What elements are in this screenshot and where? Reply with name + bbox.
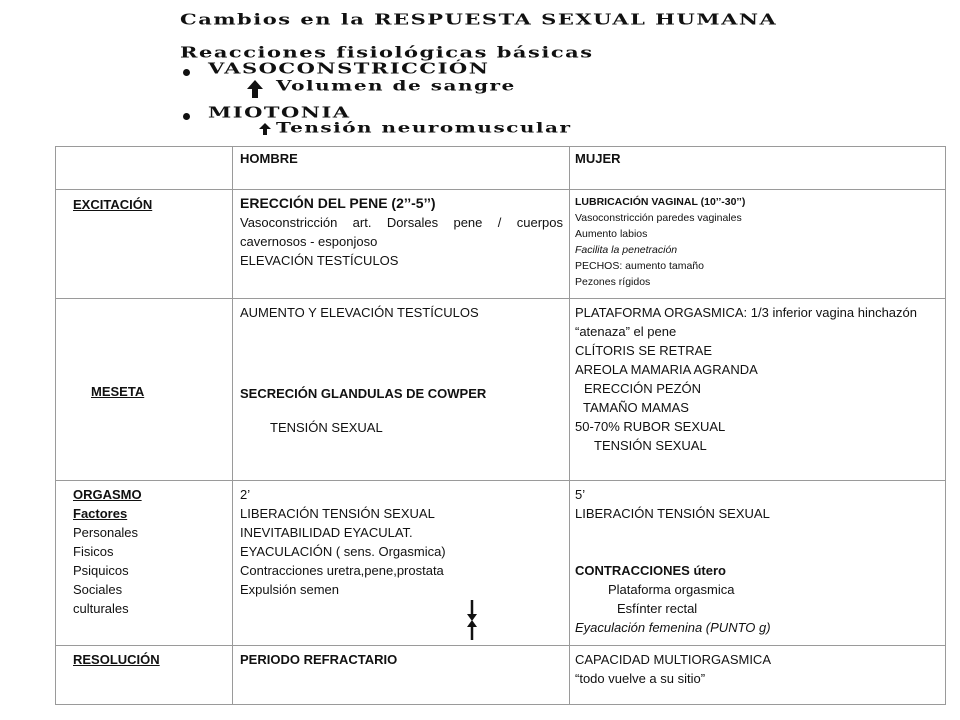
- bullet-vasoconstriccion: VASOCONSTRICCIÓN: [208, 59, 490, 77]
- table-row: [56, 481, 946, 646]
- stage-cell: [56, 481, 233, 646]
- hombre-cell: [233, 646, 570, 705]
- mujer-resolucion-line: CAPACIDAD MULTIORGASMICA: [575, 652, 771, 667]
- hombre-orgasmo-line: Expulsión semen: [240, 582, 339, 597]
- response-table: [55, 146, 946, 705]
- bullet-dot-icon: [183, 69, 190, 76]
- mujer-meseta-line: TENSIÓN SEXUAL: [594, 438, 707, 453]
- mujer-excitacion-line: Facilita la penetración: [575, 244, 678, 256]
- column-header-hombre: HOMBRE: [240, 151, 298, 166]
- hombre-meseta-line: SECRECIÓN GLANDULAS DE COWPER: [240, 386, 487, 401]
- mujer-orgasmo-line: Plataforma orgasmica: [608, 582, 735, 597]
- page-title: Cambios en la RESPUESTA SEXUAL HUMANA: [180, 10, 778, 28]
- stage-label-orgasmo: ORGASMO: [73, 487, 142, 502]
- factor-item: Psiquicos: [73, 563, 129, 578]
- factor-item: Personales: [73, 525, 139, 540]
- hombre-resolucion-line: PERIODO REFRACTARIO: [240, 652, 398, 667]
- hombre-orgasmo-line: INEVITABILIDAD EYACULAT.: [240, 525, 413, 540]
- table-row: [56, 190, 946, 299]
- arrow-down-up-icon: [467, 600, 477, 640]
- mujer-meseta-line: 50-70% RUBOR SEXUAL: [575, 419, 726, 434]
- arrow-up-icon: [258, 122, 272, 136]
- factor-item: culturales: [73, 601, 129, 616]
- mujer-orgasmo-line: CONTRACCIONES útero: [575, 563, 726, 578]
- hombre-excitacion-line: Vasoconstricción art. Dorsales pene / cuerpos cavernosos - esponjoso: [240, 215, 563, 249]
- mujer-meseta-line: TAMAÑO MAMAS: [583, 400, 689, 415]
- hombre-meseta-line: TENSIÓN SEXUAL: [270, 420, 383, 435]
- stage-label-resolucion: RESOLUCIÓN: [73, 652, 160, 667]
- stage-cell: [56, 646, 233, 705]
- hombre-orgasmo-line: EYACULACIÓN ( sens. Orgasmica): [240, 544, 446, 559]
- bullet-dot-icon: [183, 113, 190, 120]
- hombre-meseta-line: AUMENTO Y ELEVACIÓN TESTÍCULOS: [240, 305, 479, 320]
- mujer-orgasmo-line: Eyaculación femenina (PUNTO g): [575, 620, 771, 635]
- stage-cell: [56, 299, 233, 481]
- table-header-row: [56, 147, 946, 190]
- mujer-orgasmo-line: 5’: [575, 487, 586, 502]
- hombre-orgasmo-line: Contracciones uretra,pene,prostata: [240, 563, 444, 578]
- hombre-orgasmo-line: LIBERACIÓN TENSIÓN SEXUAL: [240, 506, 435, 521]
- mujer-cell: [570, 646, 946, 705]
- mujer-meseta-line: AREOLA MAMARIA AGRANDA: [575, 362, 758, 377]
- hombre-orgasmo-line: 2’: [240, 487, 251, 502]
- mujer-meseta-line: CLÍTORIS SE RETRAE: [575, 343, 713, 358]
- stage-cell: [56, 190, 233, 299]
- table-row: [56, 646, 946, 705]
- hombre-cell: [233, 481, 570, 646]
- stage-label-excitacion: EXCITACIÓN: [73, 197, 153, 212]
- mujer-cell: [570, 299, 946, 481]
- mujer-excitacion-line: Aumento labios: [575, 228, 648, 240]
- header-mujer-cell: [570, 147, 946, 190]
- hombre-cell: [233, 190, 570, 299]
- mujer-excitacion-title: LUBRICACIÓN VAGINAL (10’’-30’’): [575, 196, 746, 208]
- mujer-orgasmo-line: LIBERACIÓN TENSIÓN SEXUAL: [575, 506, 770, 521]
- mujer-excitacion-line: Pezones rígidos: [575, 276, 651, 288]
- bullet-effect-tension: Tensión neuromuscular: [276, 119, 572, 137]
- mujer-meseta-line: PLATAFORMA ORGASMICA: 1/3 inferior vagina hinchazón: [575, 305, 917, 320]
- hombre-cell: [233, 299, 570, 481]
- mujer-excitacion-line: Vasoconstricción paredes vaginales: [575, 212, 742, 224]
- mujer-cell: [570, 481, 946, 646]
- mujer-cell: [570, 190, 946, 299]
- table-row: [56, 299, 946, 481]
- mujer-orgasmo-line: Esfínter rectal: [617, 601, 698, 616]
- mujer-meseta-line: ERECCIÓN PEZÓN: [584, 381, 702, 396]
- page-subtitle: Reacciones fisiológicas básicas: [180, 43, 594, 61]
- bullet-miotonia: MIOTONIA: [208, 103, 351, 121]
- bullet-effect-volumen: Volumen de sangre: [276, 77, 516, 95]
- column-header-mujer: MUJER: [575, 151, 621, 166]
- mujer-excitacion-line: PECHOS: aumento tamaño: [575, 260, 704, 272]
- hombre-excitacion-title: ERECCIÓN DEL PENE (2’’-5’’): [240, 195, 436, 211]
- factors-title: Factores: [73, 506, 128, 521]
- arrow-up-icon: [246, 79, 264, 99]
- stage-label-meseta: MESETA: [91, 384, 145, 399]
- mujer-resolucion-line: “todo vuelve a su sitio”: [575, 671, 706, 686]
- hombre-excitacion-line: ELEVACIÓN TESTÍCULOS: [240, 253, 399, 268]
- mujer-meseta-line: “atenaza” el pene: [575, 324, 677, 339]
- header-hombre-cell: [233, 147, 570, 190]
- factor-item: Sociales: [73, 582, 123, 597]
- factor-item: Fisicos: [73, 544, 114, 559]
